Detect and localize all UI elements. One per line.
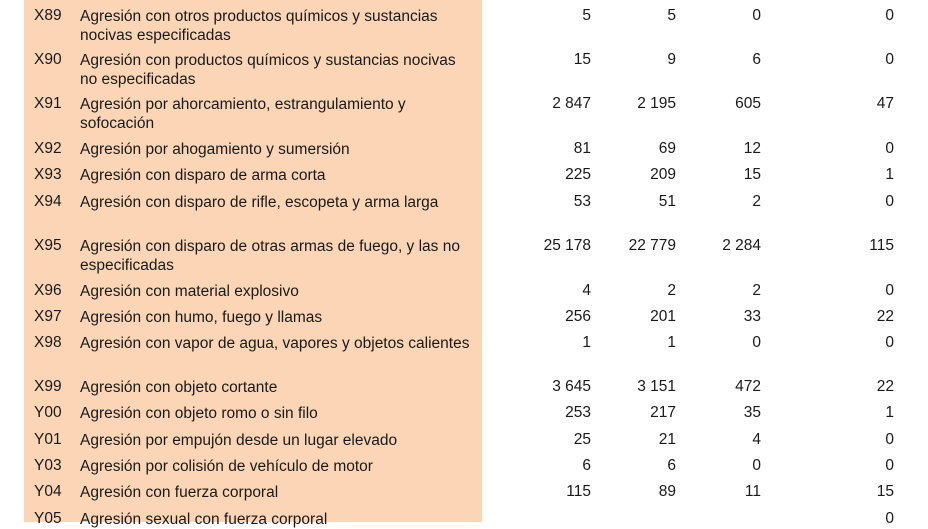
row-value-1: 1 [582,334,591,351]
row-value-4: 0 [885,140,894,157]
row-value-2: 22 779 [628,237,676,254]
row-value-3: 472 [735,378,761,395]
row-value-1: 6 [582,457,591,474]
row-code: Y05 [34,510,62,527]
row-description: Agresión con objeto cortante [80,379,278,396]
row-value-4: 22 [876,378,894,395]
row-description: Agresión por colisión de vehículo de motor [80,458,373,475]
row-code: X98 [34,334,62,351]
row-value-2: 2 [667,282,676,299]
row-code: Y01 [34,431,62,448]
row-description: Agresión por ahorcamiento, estrangulamiento y sofocación [80,96,406,132]
row-value-3: 0 [752,457,761,474]
row-value-4: 1 [885,404,894,421]
row-value-2: 69 [658,140,676,157]
row-value-4: 115 [869,237,894,254]
row-description: Agresión con productos químicos y sustancias nocivas no especificadas [80,52,456,88]
row-value-1: 25 178 [543,237,591,254]
row-value-2: 1 [667,334,676,351]
row-value-2: 5 [667,7,676,24]
row-value-2: 3 151 [637,378,676,395]
row-value-4: 1 [885,166,894,183]
row-value-1: 256 [565,308,591,325]
row-description: Agresión con objeto romo o sin filo [80,405,318,422]
row-value-2: 6 [667,457,676,474]
row-value-3: 15 [743,166,761,183]
row-code: X94 [34,193,62,210]
row-description: Agresión con disparo de arma corta [80,167,326,184]
row-value-4: 0 [885,7,894,24]
row-value-4: 0 [885,431,894,448]
row-code: X92 [34,140,62,157]
row-value-1: 2 847 [552,95,591,112]
row-value-4: 0 [885,193,894,210]
row-value-1: 3 645 [552,378,591,395]
row-value-1: 25 [573,431,591,448]
row-code: Y04 [34,483,62,500]
row-value-3: 6 [752,51,761,68]
row-value-1: 53 [573,193,591,210]
row-description: Agresión con vapor de agua, vapores y objetos calientes [80,335,470,352]
row-value-3: 33 [743,308,761,325]
row-value-3: 12 [743,140,761,157]
row-value-2: 9 [667,51,676,68]
row-value-2: 89 [658,483,676,500]
row-value-1: 4 [582,282,591,299]
row-value-3: 2 [752,193,761,210]
row-description: Agresión con otros productos químicos y sustancias nocivas especificadas [80,8,438,44]
row-value-4: 0 [885,510,894,527]
row-code: X97 [34,308,62,325]
row-value-4: 0 [885,51,894,68]
row-value-1: 5 [582,7,591,24]
row-code: X95 [34,237,62,254]
row-code: X89 [34,7,62,24]
row-value-4: 15 [876,483,894,500]
row-value-3: 4 [752,431,761,448]
row-description: Agresión con humo, fuego y llamas [80,309,323,326]
row-value-2: 51 [658,193,676,210]
row-value-1: 115 [566,483,591,500]
row-value-4: 0 [885,282,894,299]
row-code: X99 [34,378,62,395]
row-code: X91 [34,95,62,112]
row-description: Agresión con disparo de otras armas de fuego, y las no especificadas [80,238,460,274]
row-value-1: 253 [565,404,591,421]
row-description: Agresión con material explosivo [80,283,299,300]
row-value-2: 201 [650,308,676,325]
row-code: X93 [34,166,62,183]
row-value-3: 2 [752,282,761,299]
row-value-2: 21 [658,431,676,448]
row-value-4: 0 [885,457,894,474]
row-value-3: 2 284 [722,237,761,254]
row-value-3: 605 [735,95,761,112]
row-description: Agresión sexual con fuerza corporal [80,511,328,528]
row-value-1: 81 [573,140,591,157]
row-description: Agresión por empujón desde un lugar elevado [80,432,398,449]
row-value-3: 0 [752,334,761,351]
row-value-3: 0 [752,7,761,24]
row-code: X96 [34,282,62,299]
row-value-2: 217 [650,404,676,421]
row-value-1: 15 [573,51,591,68]
row-value-4: 47 [876,95,894,112]
row-value-4: 0 [885,334,894,351]
row-code: Y03 [34,457,62,474]
row-description: Agresión por ahogamiento y sumersión [80,141,350,158]
row-value-3: 35 [743,404,761,421]
row-code: Y00 [34,404,62,421]
row-value-2: 209 [650,166,676,183]
row-value-2: 2 195 [637,95,676,112]
row-description: Agresión con disparo de rifle, escopeta y arma larga [80,194,439,211]
row-value-3: 11 [744,483,761,500]
row-value-1: 225 [565,166,591,183]
row-description: Agresión con fuerza corporal [80,484,279,501]
row-value-4: 22 [876,308,894,325]
row-code: X90 [34,51,62,68]
